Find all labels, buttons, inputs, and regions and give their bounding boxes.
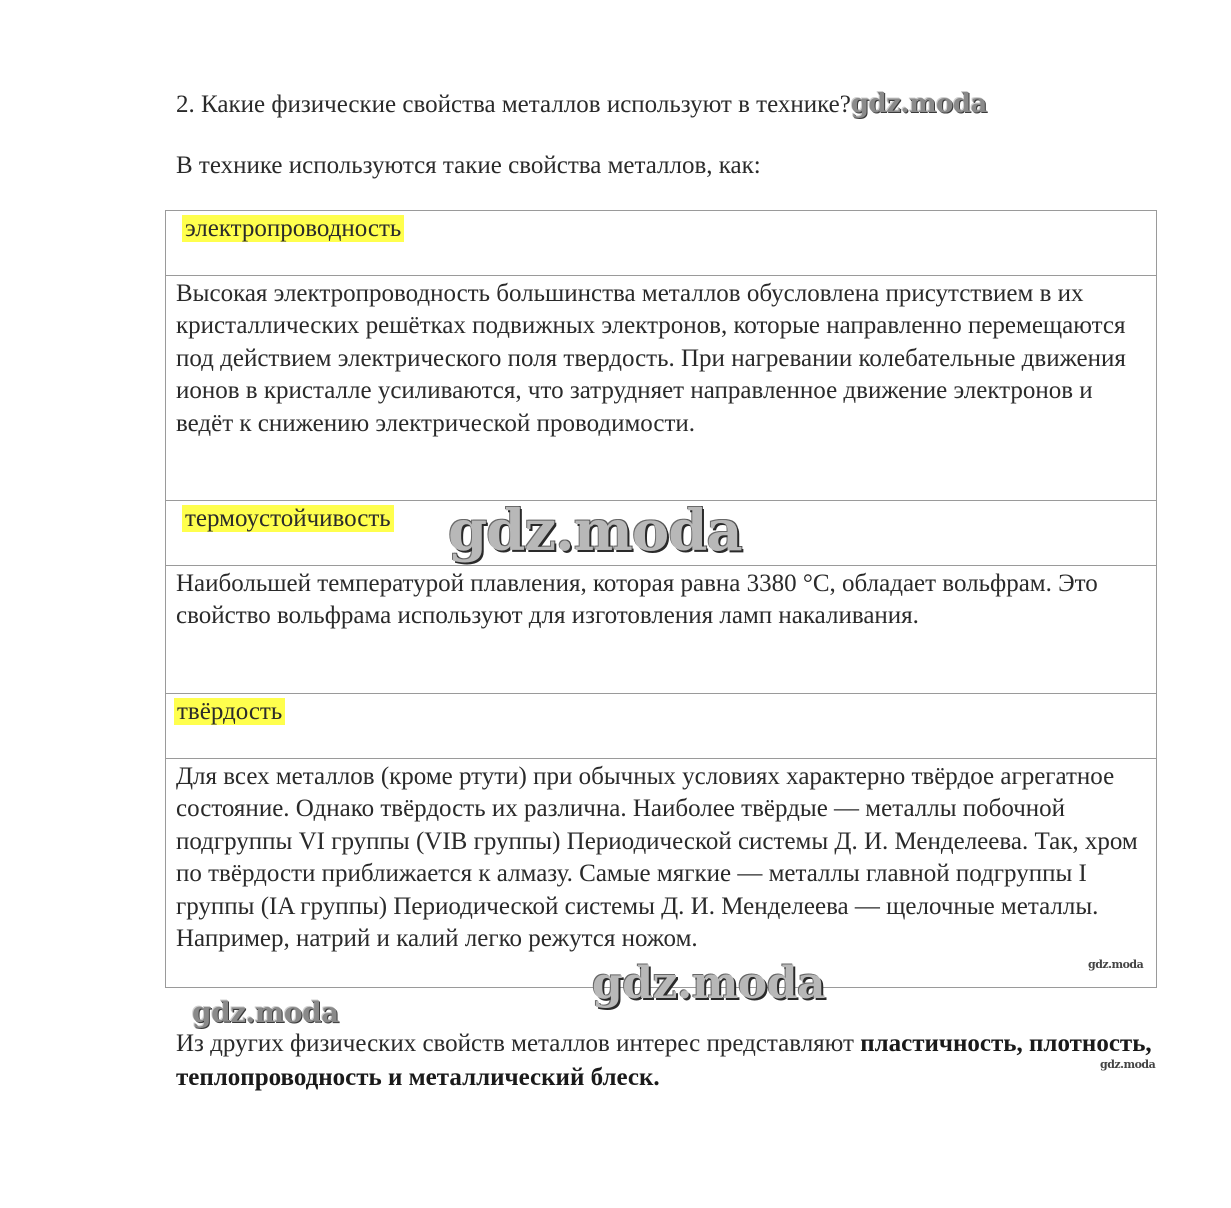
description-cell: Наибольшей температурой плавления, которая равна 3380 °С, обладает вольфрам. Это свойство вольфрама используют для изготовления ламп накаливания. — [166, 566, 1157, 694]
question-text: 2. Какие физические свойства металлов используют в технике? — [176, 91, 851, 118]
table-row — [166, 566, 1157, 694]
property-term: твёрдость — [174, 698, 285, 725]
table-row — [166, 759, 1157, 988]
table-row — [166, 211, 1157, 276]
table-row — [166, 276, 1157, 501]
description-cell: Высокая электропроводность большинства металлов обусловлена присутствием в их кристаллических решётках подвижных электронов, которые направленно перемещаются под действием электрического поля твердость. При нагревании колебательные движения ионов в кристалле усиливаются, что затрудняет направленное движение электронов и ведёт к снижению электрической проводимости. — [166, 276, 1157, 501]
intro-text: В технике используются такие свойства металлов, как: — [176, 152, 761, 179]
watermark-large: gdz.moda — [448, 498, 742, 564]
watermark-small: gdz.moda — [1100, 1058, 1156, 1071]
watermark-left: gdz.moda — [192, 996, 339, 1029]
property-term: термоустойчивость — [182, 505, 394, 532]
description-cell: Для всех металлов (кроме ртути) при обычных условиях характерно твёрдое агрегатное состояние. Однако твёрдость их различна. Наиболее твёрдые — металлы побочной подгруппы VI группы (VIB группы) Периодической системы Д. И. Менделеева. Так, хром по твёрдости приближается к алмазу. Самые мягкие — металлы главной подгруппы I группы (IA группы) Периодической системы Д. И. Менделеева — щелочные металлы. Например, натрий и калий легко режутся ножом. — [166, 759, 1157, 988]
outro-bold-text: пластичность, плотность, теплопроводность и металлический блеск. — [176, 1030, 1152, 1091]
properties-table — [165, 210, 1157, 988]
watermark-small: gdz.moda — [1088, 958, 1144, 971]
question-heading — [176, 86, 987, 123]
table-row — [166, 694, 1157, 759]
watermark-table-bottom: gdz.moda — [592, 958, 826, 1009]
term-cell — [166, 694, 1157, 759]
property-term: электропроводность — [182, 215, 404, 242]
term-cell — [166, 211, 1157, 276]
outro-text: Из других физических свойств металлов интерес представляют — [176, 1030, 861, 1057]
watermark-inline: gdz.moda — [850, 89, 987, 119]
outro-paragraph — [176, 1027, 1166, 1095]
